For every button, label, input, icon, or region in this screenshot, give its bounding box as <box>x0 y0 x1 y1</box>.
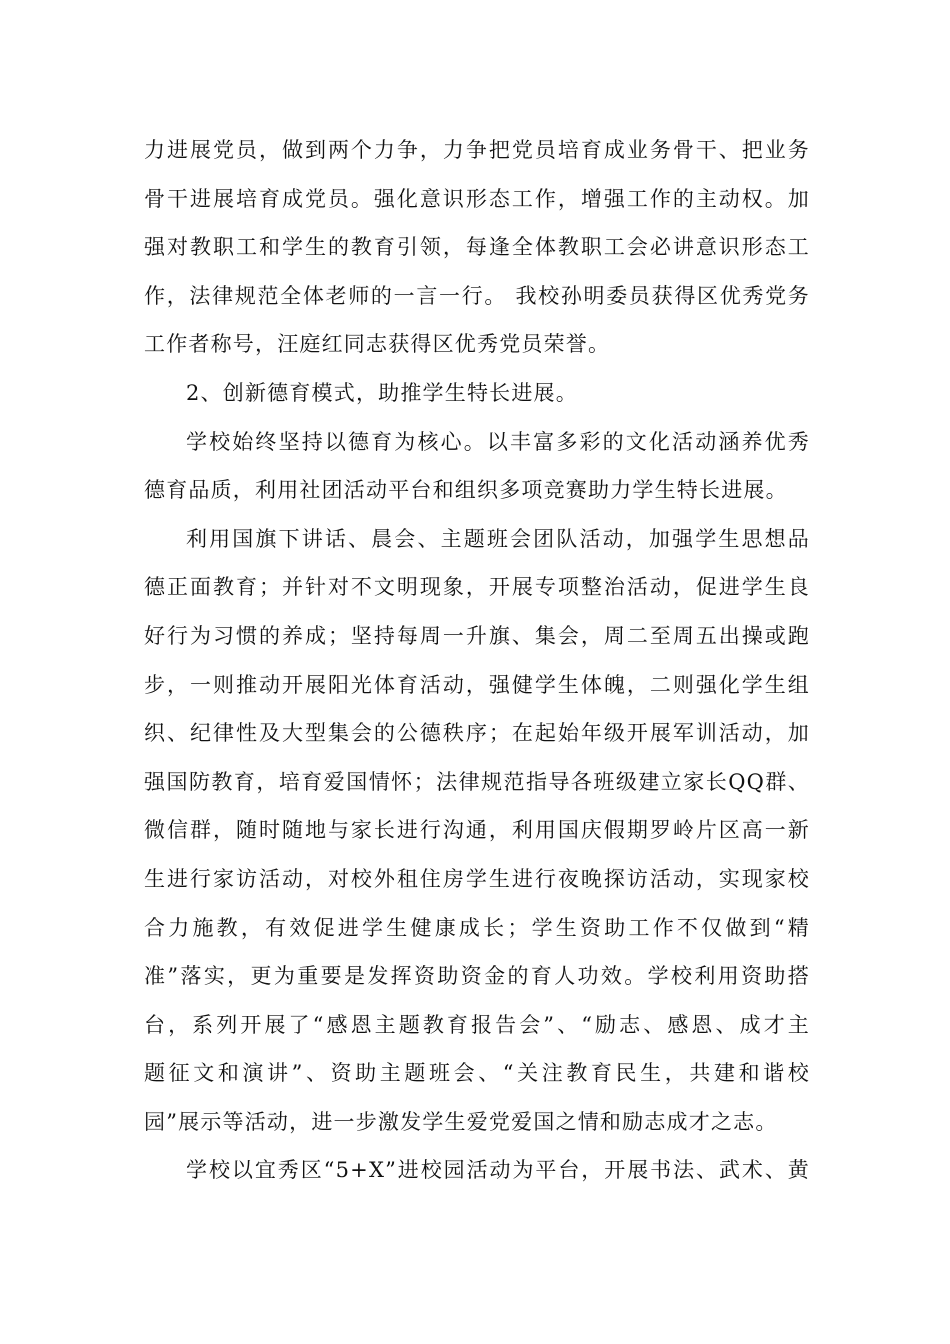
text-line: 微信群，随时随地与家长进行沟通，利用国庆假期罗岭片区高一新 <box>144 818 810 843</box>
text-line: 题征文和演讲”、资助主题班会、“关注教育民生，共建和谐校 <box>144 1061 810 1086</box>
text-line: 学校以宜秀区“5+X”进校园活动为平台，开展书法、武术、黄 <box>186 1158 810 1183</box>
section-heading: 2、创新德育模式，助推学生特长进展。 <box>186 380 578 405</box>
text-line: 强对教职工和学生的教育引领，每逢全体教职工会必讲意识形态工 <box>144 235 810 260</box>
text-line: 好行为习惯的养成；坚持每周一升旗、集会，周二至周五出操或跑 <box>144 623 810 648</box>
text-line: 学校始终坚持以德育为核心。以丰富多彩的文化活动涵养优秀 <box>186 429 810 454</box>
text-line: 骨干进展培育成党员。强化意识形态工作，增强工作的主动权。加 <box>144 186 810 211</box>
text-line: 步，一则推动开展阳光体育活动，强健学生体魄，二则强化学生组 <box>144 672 810 697</box>
text-line: 准”落实，更为重要是发挥资助资金的育人功效。学校利用资助搭 <box>144 964 810 989</box>
text-line: 园”展示等活动，进一步激发学生爱党爱国之情和励志成才之志。 <box>144 1109 778 1134</box>
text-line: 合力施教，有效促进学生健康成长；学生资助工作不仅做到“精 <box>144 915 810 940</box>
text-line: 织、纪律性及大型集会的公德秩序；在起始年级开展军训活动，加 <box>144 721 810 746</box>
text-line: 作，法律规范全体老师的一言一行。 我校孙明委员获得区优秀党务 <box>144 283 810 308</box>
text-line: 生进行家访活动，对校外租住房学生进行夜晚探访活动，实现家校 <box>144 866 810 891</box>
text-line: 利用国旗下讲话、晨会、主题班会团队活动，加强学生思想品 <box>186 526 810 551</box>
text-line: 力进展党员，做到两个力争，力争把党员培育成业务骨干、把业务 <box>144 138 810 162</box>
text-line: 德育品质，利用社团活动平台和组织多项竞赛助力学生特长进展。 <box>144 478 788 503</box>
text-line: 德正面教育；并针对不文明现象，开展专项整治活动，促进学生良 <box>144 575 810 600</box>
body-text <box>144 126 810 1195</box>
text-line: 强国防教育，培育爱国情怀；法律规范指导各班级建立家长QQ群、 <box>144 769 810 794</box>
text-line: 台，系列开展了“感恩主题教育报告会”、“励志、感恩、成才主 <box>144 1012 810 1037</box>
text-line: 工作者称号，汪庭红同志获得区优秀党员荣誉。 <box>144 332 611 357</box>
